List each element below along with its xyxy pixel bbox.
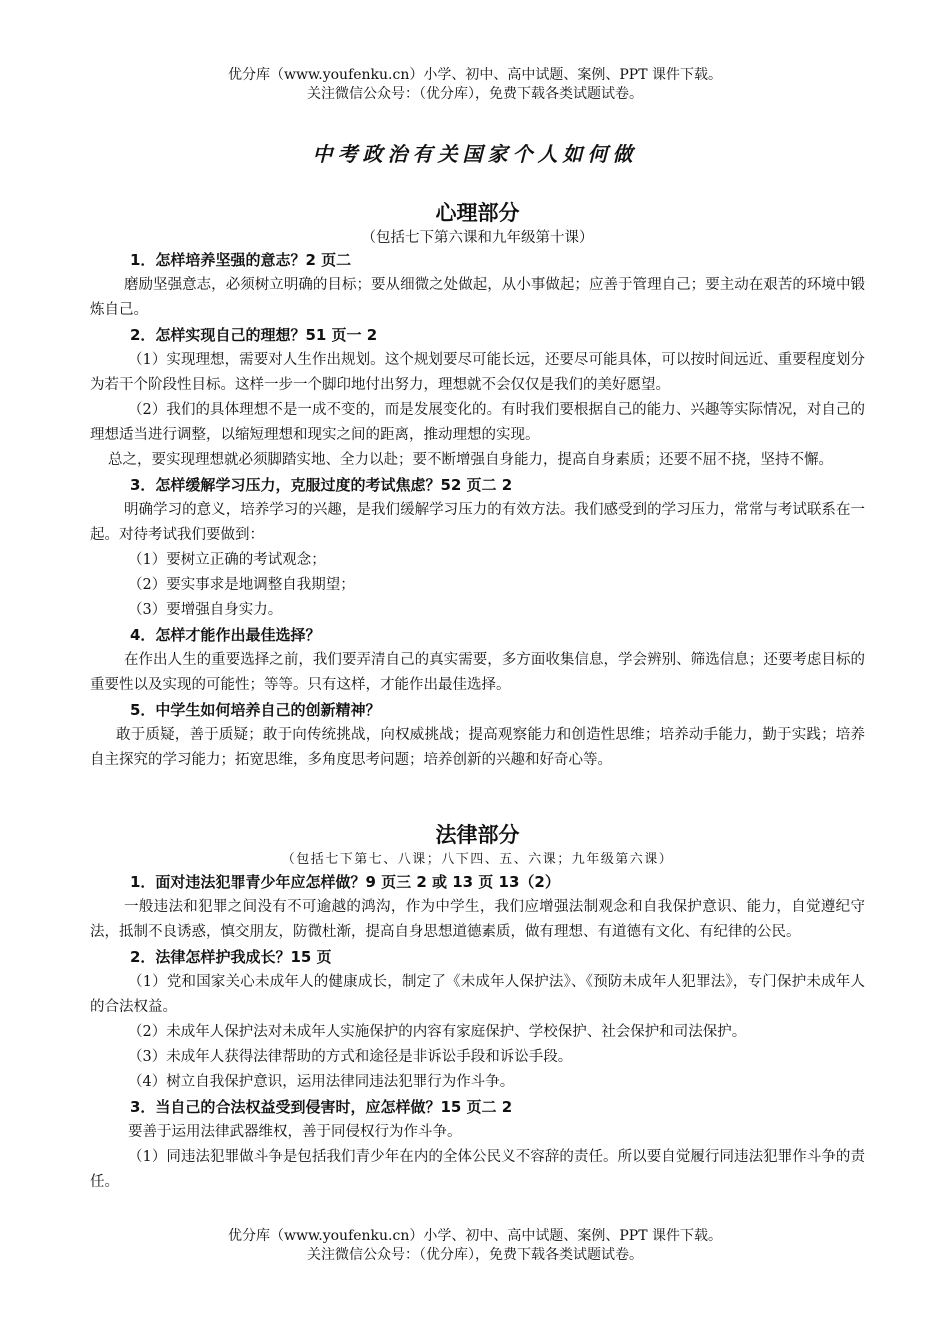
- answer-paragraph: （1）同违法犯罪做斗争是包括我们青少年在内的全体公民义不容辞的责任。所以要自觉履行同违法犯罪作斗争的责任。: [90, 1149, 865, 1190]
- question-heading: 3．怎样缓解学习压力，克服过度的考试焦虑？52 页二 2: [130, 476, 513, 494]
- section-title: 法律部分: [435, 823, 520, 847]
- answer-paragraph: 磨励坚强意志，必须树立明确的目标；要从细微之处做起，从小事做起；应善于管理自己；要主动在艰苦的环境中锻炼自己。: [90, 277, 865, 318]
- list-item: （3）未成年人获得法律帮助的方式和途径是非诉讼手段和诉讼手段。: [128, 1049, 573, 1065]
- answer-paragraph: 一般违法和犯罪之间没有不可逾越的鸿沟，作为中学生，我们应增强法制观念和自我保护意识、能力，自觉遵纪守法，抵制不良诱惑，慎交朋友，防微杜渐，提高自身思想道德素质，做有理想、有道德有文化、有纪律的公民。: [90, 899, 865, 940]
- question-heading: 5．中学生如何培养自己的创新精神？: [130, 701, 381, 719]
- question-heading: 3．当自己的合法权益受到侵害时，应怎样做？15 页二 2: [130, 1098, 513, 1116]
- list-item: （2）要实事求是地调整自我期望；: [128, 577, 355, 593]
- question-heading: 4．怎样才能作出最佳选择？: [130, 626, 321, 644]
- question-heading: 2．怎样实现自己的理想？51 页一 2: [130, 326, 378, 344]
- question-heading: 1．面对违法犯罪青少年应怎样做？9 页三 2 或 13 页 13（2）: [130, 873, 560, 891]
- list-item: （3）要增强自身实力。: [128, 602, 283, 618]
- answer-paragraph: 明确学习的意义，培养学习的兴趣，是我们缓解学习压力的有效方法。我们感受到的学习压力，常常与考试联系在一起。对待考试我们要做到：: [90, 502, 865, 543]
- answer-paragraph: 总之，要实现理想就必须脚踏实地、全力以赴；要不断增强自身能力，提高自身素质；还要不屈不挠，坚持不懈。: [108, 452, 833, 468]
- question-heading: 2．法律怎样护我成长？15 页: [130, 948, 332, 966]
- answer-paragraph: 在作出人生的重要选择之前，我们要弄清自己的真实需要，多方面收集信息，学会辨别、筛选信息；还要考虑目标的重要性以及实现的可能性；等等。只有这样，才能作出最佳选择。: [90, 652, 865, 693]
- answer-paragraph: （1）党和国家关心未成年人的健康成长，制定了《未成年人保护法》、《预防未成年人犯罪法》，专门保护未成年人的合法权益。: [90, 974, 865, 1015]
- footer-line-1: 优分库（www.youfenku.cn）小学、初中、高中试题、案例、PPT 课件下载。: [227, 1228, 722, 1244]
- footer-line-2: 关注微信公众号：（优分库），免费下载各类试题试卷。: [307, 1247, 643, 1263]
- section-psychology: [90, 198, 865, 773]
- list-item: （2）未成年人保护法对未成年人实施保护的内容有家庭保护、学校保护、社会保护和司法保护。: [128, 1024, 747, 1040]
- question-heading: 1．怎样培养坚强的意志？2 页二: [130, 251, 352, 269]
- list-item: （4）树立自我保护意识，运用法律同违法犯罪行为作斗争。: [128, 1074, 515, 1090]
- header-line-1: 优分库（www.youfenku.cn）小学、初中、高中试题、案例、PPT 课件下载。: [227, 67, 722, 83]
- section-law: [90, 820, 865, 1195]
- header-line-2: 关注微信公众号：（优分库），免费下载各类试题试卷。: [307, 86, 643, 102]
- page-footer: [0, 1227, 950, 1265]
- answer-paragraph: 要善于运用法律武器维权，善于同侵权行为作斗争。: [128, 1124, 462, 1140]
- answer-paragraph: （1）实现理想，需要对人生作出规划。这个规划要尽可能长远，还要尽可能具体，可以按时间远近、重要程度划分为若干个阶段性目标。这样一步一个脚印地付出努力，理想就不会仅仅是我们的美好愿望。: [90, 352, 865, 393]
- answer-paragraph: （2）我们的具体理想不是一成不变的，而是发展变化的。有时我们要根据自己的能力、兴趣等实际情况，对自己的理想适当进行调整，以缩短理想和现实之间的距离，推动理想的实现。: [90, 402, 865, 443]
- section-subtitle: （包括七下第七、八课；八下四、五、六课；九年级第六课）: [281, 852, 674, 867]
- section-subtitle: （包括七下第六课和九年级第十课）: [361, 230, 594, 246]
- list-item: （1）要树立正确的考试观念；: [128, 552, 326, 568]
- document-title: 中考政治有关国家个人如何做: [312, 142, 638, 166]
- answer-paragraph: 敢于质疑，善于质疑；敢于向传统挑战，向权威挑战；提高观察能力和创造性思维；培养动手能力，勤于实践；培养自主探究的学习能力；拓宽思维，多角度思考问题；培养创新的兴趣和好奇心等。: [90, 727, 865, 768]
- page-header: [0, 66, 950, 104]
- section-title: 心理部分: [435, 201, 520, 225]
